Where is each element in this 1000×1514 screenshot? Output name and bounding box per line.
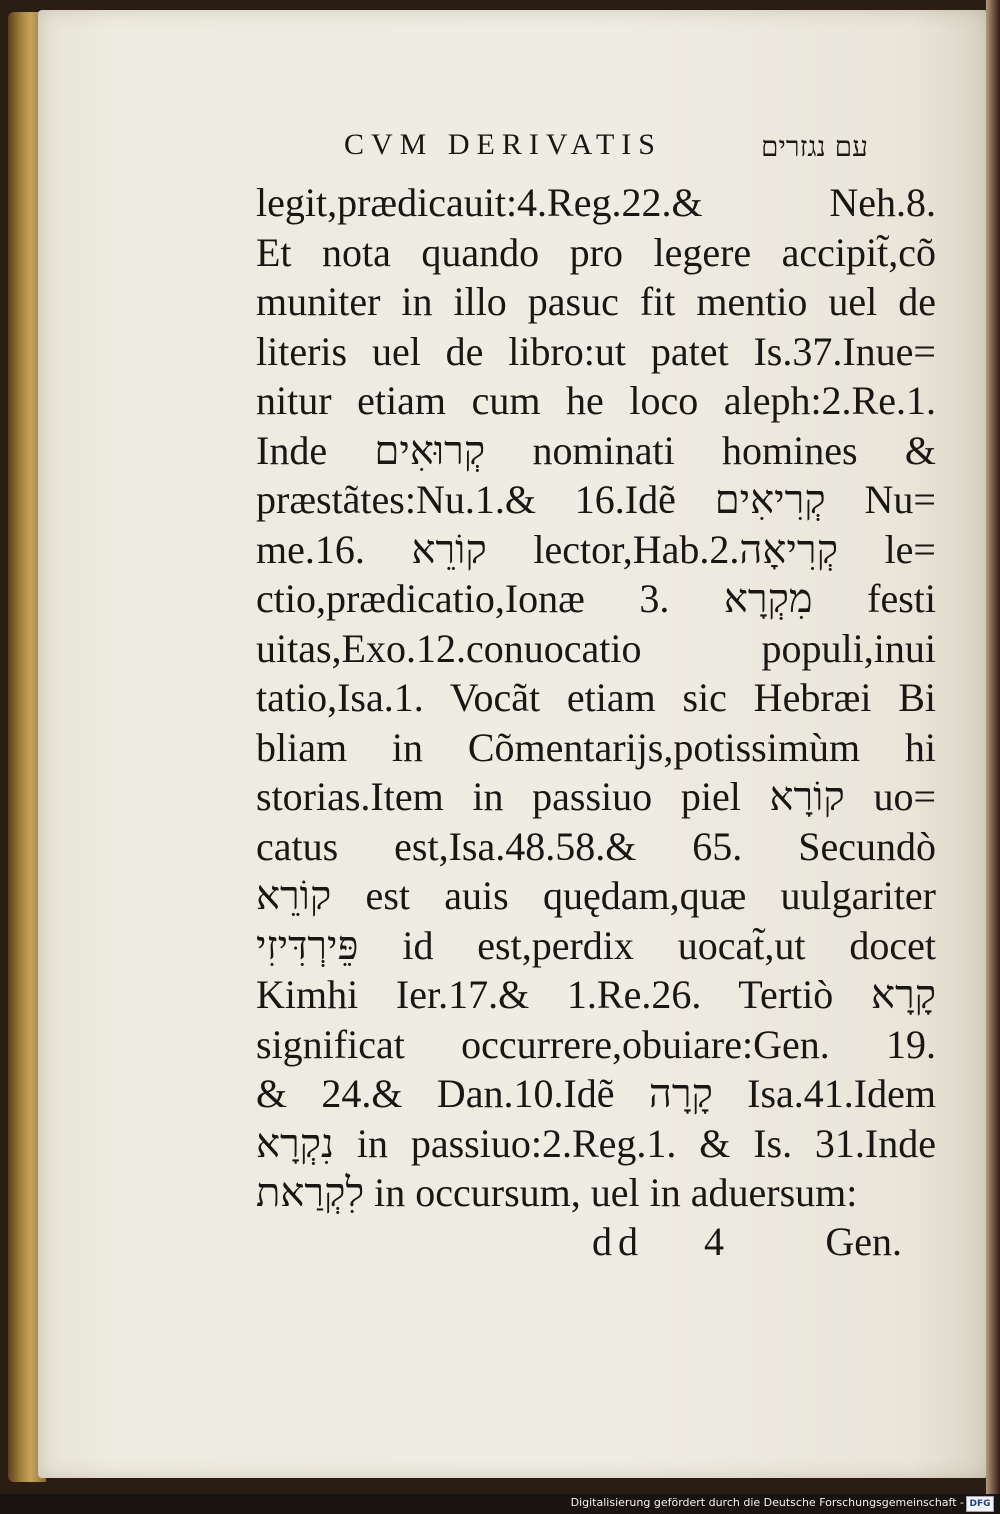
- text-line: præstãtes:Nu.1.& 16.Idẽ קְרִיאִים Nu=: [256, 477, 936, 522]
- text-line: & 24.& Dan.10.Idẽ קָרָה Isa.41.Idem: [256, 1071, 936, 1116]
- page-footer: [592, 1218, 912, 1268]
- text-line: legit,prædicauit:4.Reg.22.& Neh.8.: [256, 180, 936, 225]
- text-line: tatio,Isa.1. Vocãt etiam sic Hebræi Bi: [256, 675, 936, 720]
- catchword: Gen.: [825, 1219, 902, 1264]
- text-line: nitur etiam cum he loco aleph:2.Re.1.: [256, 378, 936, 423]
- dfg-logo-icon: DFG: [966, 1496, 994, 1512]
- text-line: Inde קְרוּאִים nominati homines &: [256, 427, 936, 473]
- text-line: uitas,Exo.12.conuocatio populi,inui: [256, 625, 936, 671]
- text-line: פֵּירְדִּיזִי id est,perdix uocat̃,ut docet: [256, 922, 936, 968]
- signature-number: 4: [704, 1219, 724, 1264]
- text-line: me.16. קוֹרֵא lector,Hab.2.קְרִיאָה le=: [256, 526, 936, 572]
- text-line: נִקְרָא in passiuo:2.Reg.1. & Is. 31.Inde: [256, 1120, 936, 1166]
- text-line: significat occurrere,obuiare:Gen. 19.: [256, 1021, 936, 1067]
- text-line: לִקְרַאת in occursum, uel in aduersum:: [256, 1170, 858, 1215]
- digitization-credit: Digitalisierung gefördert durch die Deutsche Forschungsgemeinschaft -: [570, 1496, 964, 1509]
- signature-mark: dd: [592, 1219, 644, 1264]
- text-line: storias.Item in passiuo piel קוֹרָא uo=: [256, 774, 937, 819]
- text-line: קוֹרֵא est auis quędam,quæ uulgariter: [256, 873, 936, 918]
- hebrew-running-title: עם נגזרים: [761, 130, 868, 163]
- running-title: CVM DERIVATIS: [344, 128, 662, 161]
- body-text: [256, 178, 936, 1218]
- text-line: ctio,prædicatio,Ionæ 3. מִקְרָא festi: [256, 576, 936, 621]
- text-line: Kimhi Ier.17.& 1.Re.26. Tertiò קָרָא: [256, 972, 936, 1017]
- text-line: Et nota quando pro legere accipit̃,cõ: [256, 229, 936, 275]
- text-line: muniter in illo pasuc fit mentio uel de: [256, 279, 936, 324]
- text-line: literis uel de libro:ut patet Is.37.Inue=: [256, 328, 936, 374]
- page-edge-right: [986, 0, 1000, 1494]
- running-header: [308, 128, 868, 174]
- text-line: bliam in Cõmentarijs,potissimùm hi: [256, 724, 936, 770]
- text-line: catus est,Isa.48.58.& 65. Secundò: [256, 823, 936, 869]
